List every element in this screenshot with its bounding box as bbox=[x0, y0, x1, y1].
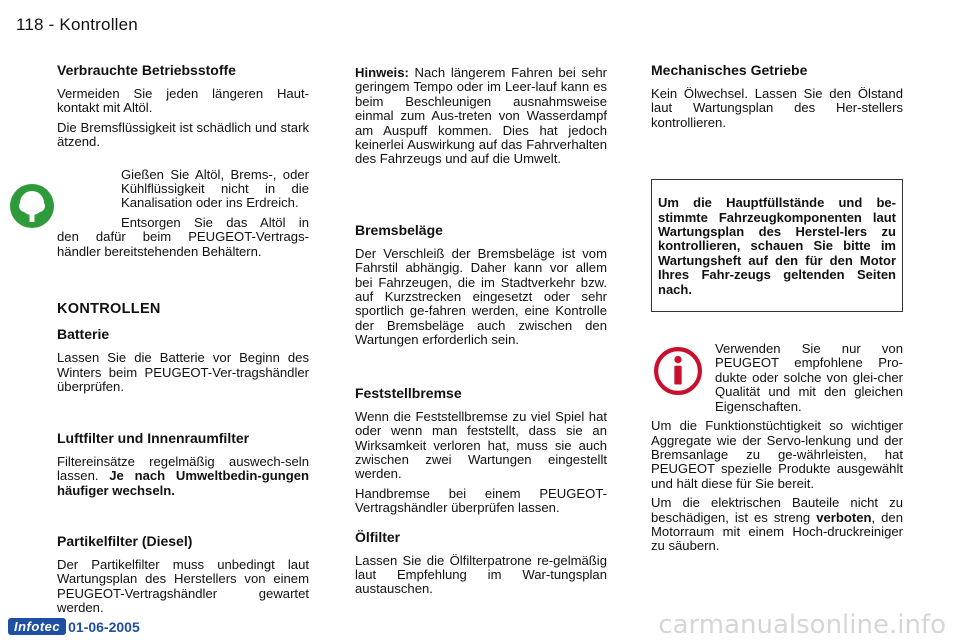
eco-notice-text: Gießen Sie Altöl, Brems-, oder Kühlflüssigkeit nicht in die Kanalisation oder ins Erdreich. bbox=[121, 166, 309, 211]
footer bbox=[8, 618, 140, 635]
info-notice-text: Um die Funktionstüchtigkeit so wichtiger Aggregate wie der Servo-lenkung und der Bremsanlage zu ge-währleisten, hat PEUGEOT spezielle Produkte ausgewählt und hält diese für Sie bereit. bbox=[651, 418, 903, 491]
info-icon bbox=[653, 346, 703, 396]
paragraph: Der Verschleiß der Bremsbeläge ist vom Fahrstil abhängig. Daher kann vor allem bei Fahrzeugen, die im Stadtverkehr bzw. auf Kurzstrecken eingesetzt oder sehr sportlich ge-fahren werden, eine Kontrolle der Bremsbeläge auch zwischen den Wartungen erforderlich sein. bbox=[355, 245, 607, 348]
eco-notice-text: den dafür beim PEUGEOT-Vertrags-händler bereitstehenden Behältern. bbox=[57, 229, 309, 259]
page-title: 118 - Kontrollen bbox=[16, 15, 138, 34]
text-normal: , den Motorraum mit einem Hoch-druckreiniger zu säubern. bbox=[651, 509, 904, 554]
paragraph: Handbremse bei einem PEUGEOT-Vertragshändler überprüfen lassen. bbox=[355, 485, 607, 516]
text-normal: Um die elektrischen Bauteile nicht zu beschädigen, ist es streng bbox=[651, 495, 903, 525]
column-middle bbox=[355, 66, 607, 602]
heading-batterie: Batterie bbox=[57, 326, 110, 343]
info-notice-text: Verwenden Sie nur von PEUGEOT empfohlene Pro-dukte oder solche von glei-cher Qualität und mit den gleichen Eigenschaften. bbox=[715, 341, 903, 414]
text-bold: Je nach Umweltbedin-gungen häufiger wechseln. bbox=[57, 468, 310, 498]
heading-partikelfilter: Partikelfilter (Diesel) bbox=[57, 532, 193, 549]
paragraph: Lassen Sie die Batterie vor Beginn des Winters beim PEUGEOT-Ver-tragshändler überprüfen. bbox=[57, 350, 309, 395]
heading-mechanisches-getriebe: Mechanisches Getriebe bbox=[651, 62, 808, 78]
infotec-badge: Infotec bbox=[8, 618, 66, 635]
eco-notice bbox=[0, 168, 309, 259]
paragraph bbox=[57, 455, 309, 498]
heading-feststellbremse: Feststellbremse bbox=[355, 384, 462, 401]
paragraph: Der Partikelfilter muss unbedingt laut Wartungsplan des Herstellers von einem PEUGEOT-Vertragshändler gewartet werden. bbox=[57, 556, 309, 616]
watermark: carmanualsonline.info bbox=[658, 610, 946, 640]
column-right bbox=[651, 62, 903, 559]
eco-notice-text: Entsorgen Sie das Altöl in bbox=[121, 214, 309, 230]
paragraph: Wenn die Feststellbremse zu viel Spiel hat oder wenn man feststellt, dass sie an Wirksamkeit verloren hat, muss sie auch zwischen zwei Wartungen eingestellt werden. bbox=[355, 408, 607, 482]
heading-bremsbelaege: Bremsbeläge bbox=[355, 221, 443, 238]
paragraph: Kein Ölwechsel. Lassen Sie den Ölstand laut Wartungsplan des Her-stellers kontrollieren. bbox=[651, 86, 903, 130]
warning-text: Um die Hauptfüllstände und be-stimmte Fahrzeugkomponenten laut Wartungsplan des Herstel-lers zu kontrollieren, schauen Sie bitte im Wartungsheft auf den für den Motor Ihres Fahr-zeugs geltenden Seiten nach. bbox=[658, 195, 896, 297]
footer-date: 01-06-2005 bbox=[68, 618, 140, 635]
text-normal: Filtereinsätze regelmäßig auswech-seln lassen. bbox=[57, 453, 309, 484]
tree-environment-icon bbox=[8, 182, 56, 230]
heading-luftfilter: Luftfilter und Innenraumfilter bbox=[57, 429, 250, 446]
section-title-kontrollen: KONTROLLEN bbox=[57, 301, 161, 318]
text-bold: verboten bbox=[816, 509, 872, 525]
paragraph: Lassen Sie die Ölfilterpatrone re-gelmäßig laut Empfehlung im War-tungsplan austauschen. bbox=[355, 552, 607, 597]
hinweis-text: Nach längerem Fahren bei sehr geringem Tempo oder im Leer-lauf kann es beim Beschleunigen ausnahmsweise einmal zum Aus-treten von Wasserdampf am Auspuff kommen. Dies hat jedoch keinerlei Auswirkung auf das Fahrverhalten des Fahrzeugs und auf die Umwelt. bbox=[355, 65, 607, 167]
hinweis-paragraph bbox=[355, 66, 607, 167]
info-notice-text bbox=[651, 496, 903, 554]
heading-oelfilter: Ölfilter bbox=[355, 528, 401, 545]
hinweis-label: Hinweis: bbox=[355, 65, 409, 80]
maintenance-warning-box bbox=[651, 179, 903, 312]
column-left bbox=[57, 62, 309, 621]
heading-verbrauchte-betriebsstoffe: Verbrauchte Betriebsstoffe bbox=[57, 62, 236, 78]
paragraph: Die Bremsflüssigkeit ist schädlich und stark ätzend. bbox=[57, 119, 309, 150]
info-notice bbox=[651, 342, 903, 554]
paragraph: Vermeiden Sie jeden längeren Haut-kontakt mit Altöl. bbox=[57, 86, 309, 116]
